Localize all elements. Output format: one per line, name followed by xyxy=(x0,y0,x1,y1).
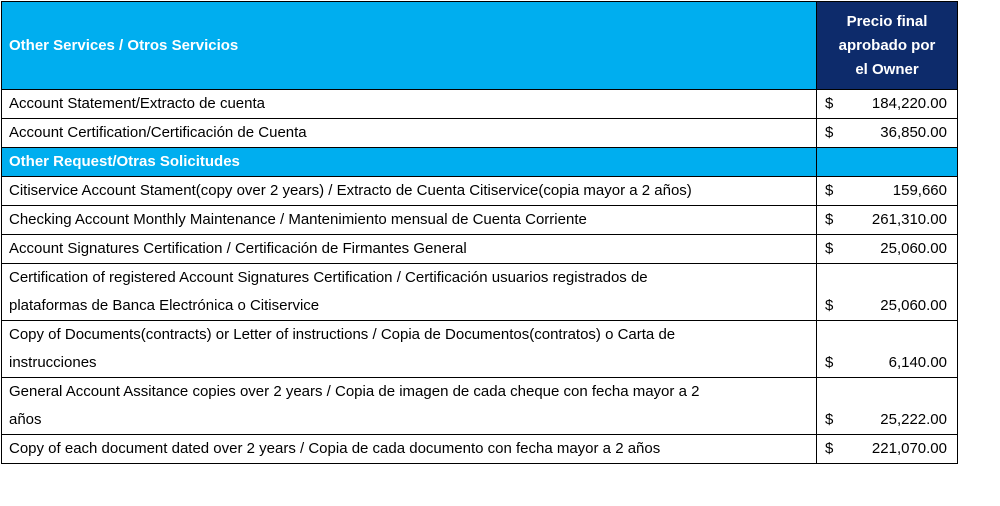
row-description: Account Certification/Certificación de Cuenta xyxy=(2,119,817,148)
table-row xyxy=(2,119,958,148)
currency-symbol: $ xyxy=(825,124,834,141)
section-header-other-services xyxy=(2,2,817,90)
row-price-cell xyxy=(817,235,958,264)
table-row xyxy=(2,264,958,321)
price-value: 25,060.00 xyxy=(880,240,947,257)
row-description-line-1: Copy of Documents(contracts) or Letter of instructions / Copia de Documentos(contratos) o Carta de xyxy=(9,326,676,343)
currency-symbol: $ xyxy=(825,211,834,228)
section-title-other-request: Other Request/Otras Solicitudes xyxy=(2,148,817,177)
price-value: 261,310.00 xyxy=(871,211,947,228)
table-row xyxy=(2,378,958,435)
table-row xyxy=(2,177,958,206)
price-value: 36,850.00 xyxy=(880,124,947,141)
price-header-line-2: aprobado por xyxy=(838,36,936,54)
row-price-cell xyxy=(817,177,958,206)
row-price-cell xyxy=(817,264,958,321)
row-description xyxy=(2,321,817,378)
row-price-cell xyxy=(817,378,958,435)
services-price-table xyxy=(1,1,958,464)
currency-symbol: $ xyxy=(825,182,834,199)
currency-symbol: $ xyxy=(825,411,834,428)
currency-symbol: $ xyxy=(825,95,834,112)
price-value: 25,222.00 xyxy=(880,411,947,428)
price-header-line-1: Precio final xyxy=(846,12,928,30)
table-row xyxy=(2,90,958,119)
section-title: Other Services / Otros Servicios xyxy=(9,36,239,54)
price-value: 25,060.00 xyxy=(880,297,947,314)
section-row-other-request xyxy=(2,148,958,177)
row-description: Account Signatures Certification / Certificación de Firmantes General xyxy=(2,235,817,264)
table-row xyxy=(2,206,958,235)
row-price-cell xyxy=(817,119,958,148)
currency-symbol: $ xyxy=(825,440,834,457)
table-row xyxy=(2,435,958,464)
row-price-cell xyxy=(817,206,958,235)
row-description: Citiservice Account Stament(copy over 2 years) / Extracto de Cuenta Citiservice(copia mayor a 2 años) xyxy=(2,177,817,206)
price-header-line-3: el Owner xyxy=(855,60,919,78)
table-row xyxy=(2,321,958,378)
currency-symbol: $ xyxy=(825,297,834,314)
price-value: 159,660 xyxy=(892,182,947,199)
row-price-cell xyxy=(817,90,958,119)
row-description-line-2: años xyxy=(9,411,42,428)
price-value: 6,140.00 xyxy=(888,354,947,371)
currency-symbol: $ xyxy=(825,240,834,257)
price-value: 221,070.00 xyxy=(871,440,947,457)
row-description-line-2: instrucciones xyxy=(9,354,97,371)
price-column-header xyxy=(817,2,958,90)
row-description-line-1: Certification of registered Account Signatures Certification / Certificación usuarios registrados de xyxy=(9,269,648,286)
row-description-line-1: General Account Assitance copies over 2 years / Copia de imagen de cada cheque con fecha mayor a 2 xyxy=(9,383,700,400)
price-value: 184,220.00 xyxy=(871,95,947,112)
row-description-line-2: plataformas de Banca Electrónica o Citiservice xyxy=(9,297,320,314)
currency-symbol: $ xyxy=(825,354,834,371)
table-header-row xyxy=(2,2,958,90)
section-empty-price-cell xyxy=(817,148,958,177)
row-description: Checking Account Monthly Maintenance / Mantenimiento mensual de Cuenta Corriente xyxy=(2,206,817,235)
row-description: Copy of each document dated over 2 years / Copia de cada documento con fecha mayor a 2 años xyxy=(2,435,817,464)
row-price-cell xyxy=(817,435,958,464)
table-row xyxy=(2,235,958,264)
row-price-cell xyxy=(817,321,958,378)
row-description: Account Statement/Extracto de cuenta xyxy=(2,90,817,119)
row-description xyxy=(2,378,817,435)
row-description xyxy=(2,264,817,321)
